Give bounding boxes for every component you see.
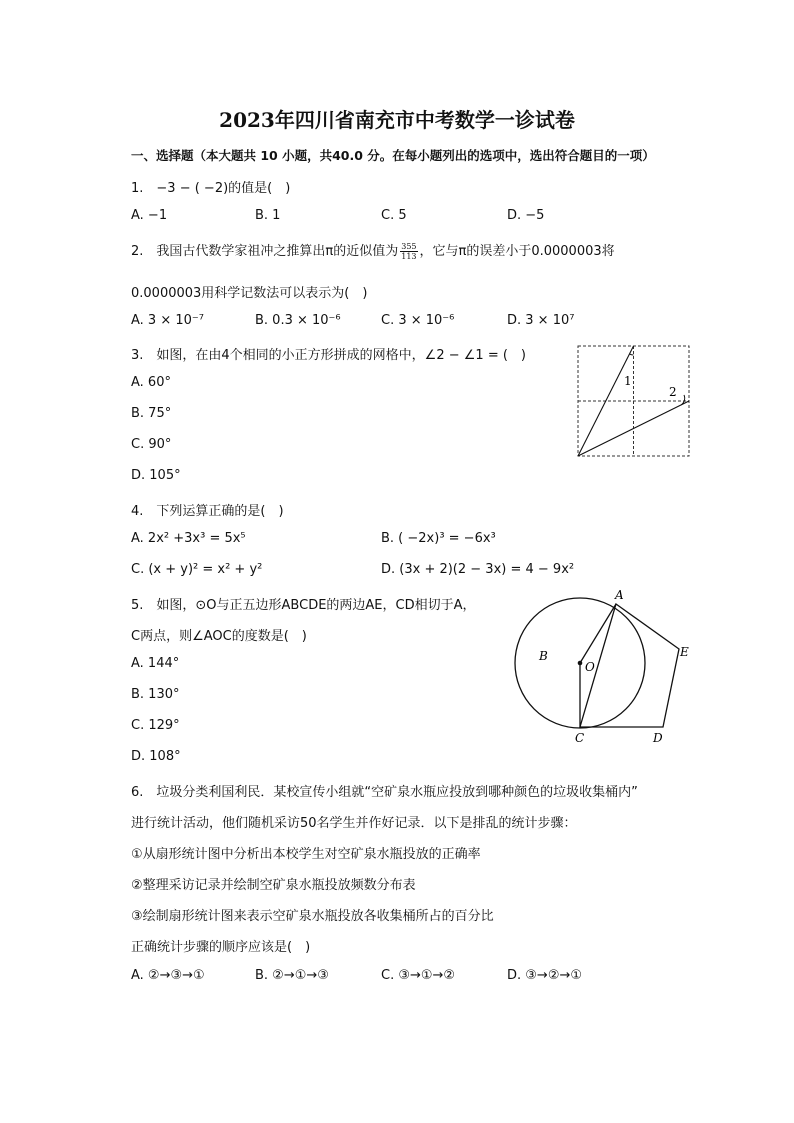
q2-option-c: C. 3 × 10⁻⁶ — [381, 313, 455, 328]
q4-option-d: D. (3x + 2)(2 − 3x) = 4 − 9x² — [381, 562, 575, 577]
q5-label-a: A — [615, 590, 624, 602]
section-heading: 一、选择题（本大题共 10 小题，共40.0 分。在每小题列出的选项中，选出符合题目的一项） — [131, 148, 655, 163]
q5-label-e: E — [680, 645, 689, 659]
q5-stem-line1: 5. 如图，⊙O与正五边形ABCDE的两边AE，CD相切于A， — [131, 598, 476, 613]
q4-option-b: B. ( −2x)³ = −6x³ — [381, 531, 496, 546]
q2-fraction — [400, 242, 417, 261]
q2-option-d: D. 3 × 10⁷ — [507, 313, 575, 328]
q6-option-b: B. ②→①→③ — [255, 968, 329, 983]
q1-option-d: D. −5 — [507, 208, 545, 223]
q2-option-b: B. 0.3 × 10⁻⁶ — [255, 313, 341, 328]
q2-frac-den: 113 — [401, 252, 417, 261]
q3-grid-figure — [572, 340, 697, 462]
q6-option-a: A. ②→③→① — [131, 968, 205, 983]
q6-step-3: ③绘制扇形统计图来表示空矿泉水瓶投放各收集桶所占的百分比 — [131, 909, 494, 924]
q6-step-1: ①从扇形统计图中分析出本校学生对空矿泉水瓶投放的正确率 — [131, 847, 481, 862]
q3-option-d: D. 105° — [131, 468, 181, 483]
q5-option-c: C. 129° — [131, 718, 180, 733]
q3-angle1-arc — [630, 354, 634, 355]
q3-label-1: 1 — [624, 374, 632, 388]
q5-label-b: B — [539, 649, 548, 663]
q5-pentagon-circle-figure — [505, 590, 700, 750]
q2-stem-line2: 0.0000003用科学记数法可以表示为( ) — [131, 286, 368, 301]
q2-option-a: A. 3 × 10⁻⁷ — [131, 313, 204, 328]
q4-option-c: C. (x + y)² = x² + y² — [131, 562, 263, 577]
q2-stem-line1 — [131, 240, 615, 261]
q2-stem-pre: 2. 我国古代数学家祖冲之推算出π的近似值为 — [131, 244, 399, 259]
q5-label-o: O — [585, 660, 595, 674]
q3-label-2: 2 — [669, 385, 677, 399]
q6-stem-line2: 进行统计活动，他们随机采访50名学生并作好记录．以下是排乱的统计步骤： — [131, 816, 577, 831]
q5-stem-line2: C两点，则∠AOC的度数是( ) — [131, 629, 307, 644]
q1-option-c: C. 5 — [381, 208, 407, 223]
q2-frac-num: 355 — [401, 242, 417, 251]
q5-option-a: A. 144° — [131, 656, 180, 671]
q5-option-b: B. 130° — [131, 687, 180, 702]
page-title: 2023年四川省南充市中考数学一诊试卷 — [219, 108, 575, 132]
q5-center-dot — [578, 661, 583, 666]
q5-segment-oa — [580, 604, 616, 663]
q4-stem: 4. 下列运算正确的是( ) — [131, 504, 284, 519]
q5-label-d: D — [653, 731, 663, 745]
q2-stem-post: ，它与π的误差小于0.0000003将 — [419, 244, 615, 259]
q1-option-a: A. −1 — [131, 208, 168, 223]
q3-grid-lines — [578, 346, 689, 456]
q6-option-c: C. ③→①→② — [381, 968, 456, 983]
q3-option-c: C. 90° — [131, 437, 172, 452]
q3-option-b: B. 75° — [131, 406, 172, 421]
q5-pentagon-edges — [580, 604, 679, 727]
q3-option-a: A. 60° — [131, 375, 171, 390]
q6-stem-line1: 6. 垃圾分类利国利民．某校宣传小组就“空矿泉水瓶应投放到哪种颜色的垃圾收集桶内” — [131, 785, 638, 800]
q4-option-a: A. 2x² +3x³ = 5x⁵ — [131, 531, 246, 546]
q6-step-2: ②整理采访记录并绘制空矿泉水瓶投放频数分布表 — [131, 878, 416, 893]
q3-stem: 3. 如图，在由4个相同的小正方形拼成的网格中，∠2 − ∠1 = ( ) — [131, 348, 526, 363]
q6-stem-line3: 正确统计步骤的顺序应该是( ) — [131, 940, 311, 955]
q6-option-d: D. ③→②→① — [507, 968, 583, 983]
q5-option-d: D. 108° — [131, 749, 181, 764]
q5-label-c: C — [575, 731, 585, 745]
q1-option-b: B. 1 — [255, 208, 281, 223]
q1-stem: 1. −3 − ( −2)的值是( ) — [131, 181, 291, 196]
